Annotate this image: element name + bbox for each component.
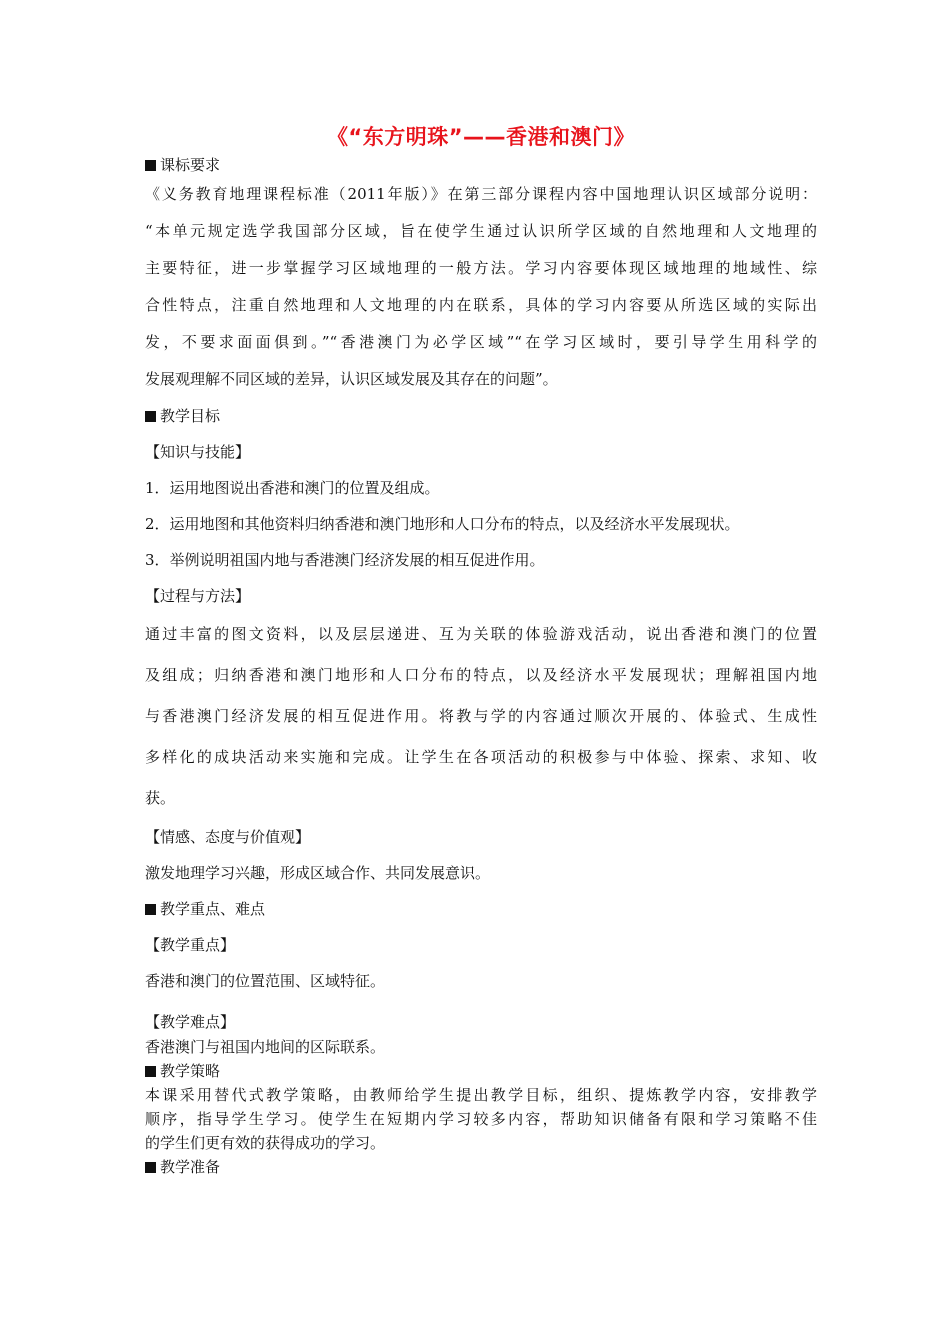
- paragraph-line: 合性特点，注重自然地理和人文地理的内在联系，具体的学习内容要从所选区域的实际出: [145, 296, 817, 314]
- paragraph-line: 及组成；归纳香港和澳门地形和人口分布的特点，以及经济水平发展现状；理解祖国内地: [145, 666, 817, 684]
- paragraph-line: 的学生们更有效的获得成功的学习。: [145, 1134, 386, 1152]
- paragraph-line: 本课采用替代式教学策略，由教师给学生提出教学目标，组织、提炼教学内容，安排教学: [145, 1086, 817, 1104]
- subheading-process: 【过程与方法】: [145, 587, 251, 605]
- document-title: 《“东方明珠”——香港和澳门》: [326, 125, 636, 149]
- square-bullet-icon: [145, 160, 156, 171]
- square-bullet-icon: [145, 1066, 156, 1077]
- paragraph-line: 发展观理解不同区域的差异，认识区域发展及其存在的问题”。: [145, 370, 558, 388]
- section-heading-goals: 教学目标: [145, 398, 817, 434]
- paragraph-line: 获。: [145, 789, 176, 807]
- paragraph-line: 顺序，指导学生学习。使学生在短期内学习较多内容，帮助知识储备有限和学习策略不佳: [145, 1110, 817, 1128]
- paragraph-line: 激发地理学习兴趣，形成区域合作、共同发展意识。: [145, 864, 491, 882]
- list-item: 1．运用地图说出香港和澳门的位置及组成。: [145, 479, 440, 497]
- square-bullet-icon: [145, 411, 156, 422]
- paragraph-line: 《义务教育地理课程标准（2011年版）》在第三部分课程内容中国地理认识区域部分说明：: [145, 185, 817, 203]
- section-heading-keypoints: 教学重点、难点: [145, 891, 817, 927]
- section-heading-preparation: 教学准备: [145, 1155, 817, 1179]
- square-bullet-icon: [145, 1162, 156, 1173]
- subheading-difficulty: 【教学难点】: [145, 1013, 236, 1031]
- paragraph-line: “本单元规定选学我国部分区域，旨在使学生通过认识所学区域的自然地理和人文地理的: [145, 222, 817, 240]
- paragraph-line: 香港澳门与祖国内地间的区际联系。: [145, 1038, 386, 1056]
- section-heading-strategy: 教学策略: [145, 1059, 817, 1083]
- subheading-focus: 【教学重点】: [145, 936, 236, 954]
- paragraph-line: 发，不要求面面俱到。”“香港澳门为必学区域”“在学习区域时，要引导学生用科学的: [145, 333, 817, 351]
- paragraph-line: 香港和澳门的位置范围、区域特征。: [145, 972, 386, 990]
- paragraph-line: 多样化的成块活动来实施和完成。让学生在各项活动的积极参与中体验、探索、求知、收: [145, 748, 817, 766]
- subheading-knowledge: 【知识与技能】: [145, 443, 251, 461]
- list-item: 3．举例说明祖国内地与香港澳门经济发展的相互促进作用。: [145, 551, 545, 569]
- square-bullet-icon: [145, 904, 156, 915]
- subheading-emotion: 【情感、态度与价值观】: [145, 828, 311, 846]
- paragraph-line: 通过丰富的图文资料，以及层层递进、互为关联的体验游戏活动，说出香港和澳门的位置: [145, 625, 817, 643]
- document-page: [145, 120, 817, 1179]
- section-heading-curriculum: 课标要求: [145, 154, 817, 176]
- paragraph-line: 主要特征，进一步掌握学习区域地理的一般方法。学习内容要体现区域地理的地域性、综: [145, 259, 817, 277]
- list-item: 2．运用地图和其他资料归纳香港和澳门地形和人口分布的特点，以及经济水平发展现状。: [145, 515, 740, 533]
- paragraph-line: 与香港澳门经济发展的相互促进作用。将教与学的内容通过顺次开展的、体验式、生成性: [145, 707, 817, 725]
